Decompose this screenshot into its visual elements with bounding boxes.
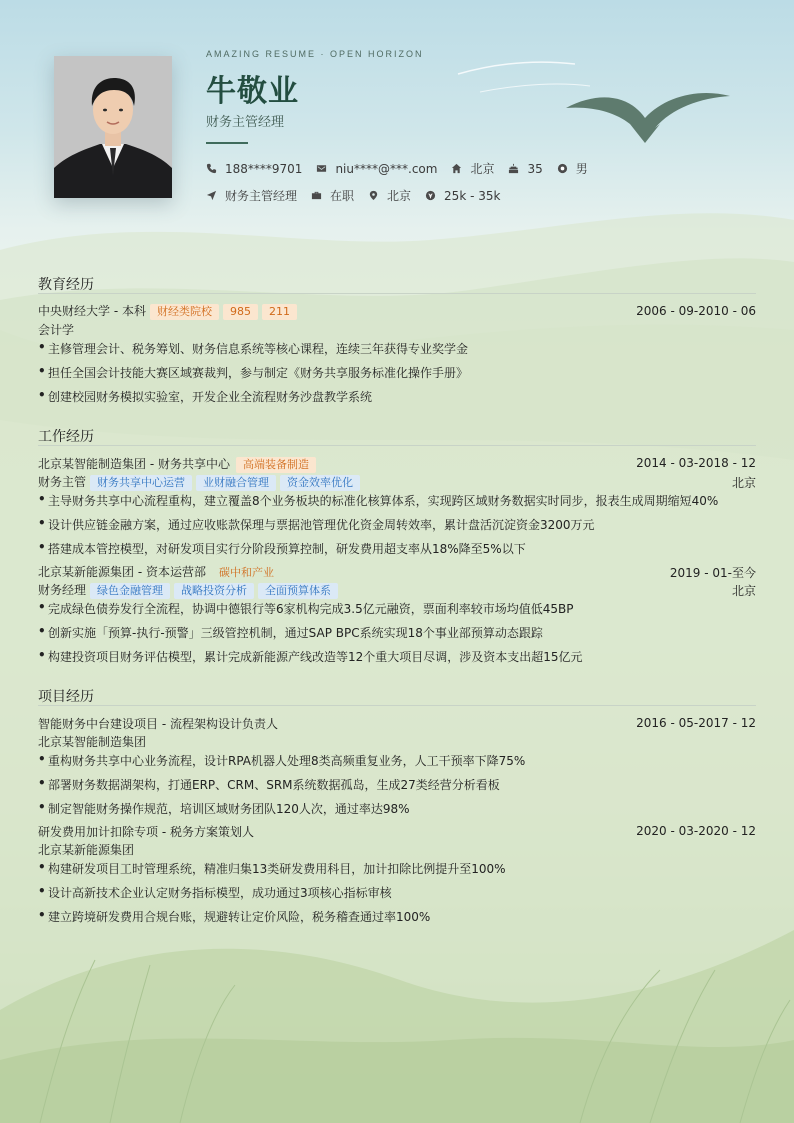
- phone-icon: [206, 163, 217, 174]
- intent-row: [206, 187, 514, 204]
- age-item: [508, 162, 542, 176]
- money-icon: [425, 190, 436, 201]
- school-tag: 财经类院校: [150, 304, 219, 320]
- job-header: [38, 455, 316, 473]
- section-title-work: 工作经历: [38, 429, 94, 445]
- project-org: 北京某智能制造集团: [38, 735, 147, 749]
- section-divider: [38, 445, 756, 446]
- title-divider: [206, 142, 248, 144]
- company-name: 北京某智能制造集团 - 财务共享中心: [38, 457, 230, 471]
- skill-tag: 全面预算体系: [258, 583, 338, 599]
- list-item: • 重构财务共享中心业务流程，设计RPA机器人处理8类高频重复业务，人工干预率下降75%: [38, 752, 526, 768]
- list-item: • 搭建成本管控模型，对研发项目实行分阶段预算控制，研发费用超支率从18%降至5%以下: [38, 540, 526, 556]
- list-item: • 担任全国会计技能大赛区域赛裁判，参与制定《财务共享服务标准化操作手册》: [38, 364, 469, 380]
- education-header: [38, 302, 297, 320]
- list-item: • 主导财务共享中心流程重构，建立覆盖8个业务板块的标准化核算体系，实现跨区域财务数据实时同步，报表生成周期缩短40%: [38, 492, 719, 508]
- email-icon: [316, 163, 327, 174]
- project-date: 2016 - 05-2017 - 12: [636, 716, 756, 730]
- contact-row: [206, 160, 602, 177]
- gender-text: 男: [575, 162, 588, 176]
- status-item: [311, 187, 354, 204]
- project-org: 北京某新能源集团: [38, 843, 135, 857]
- skill-tag: 绿色金融管理: [90, 583, 170, 599]
- project-name: 研发费用加计扣除专项 - 税务方案策划人: [38, 825, 254, 839]
- location-icon: [368, 190, 379, 201]
- job-date: 2019 - 01-至今: [669, 566, 756, 580]
- avatar: [54, 56, 172, 198]
- skill-tag: 财务共享中心运营: [90, 475, 192, 491]
- company-tag: 高端装备制造: [236, 457, 316, 473]
- skill-tag: 资金效率优化: [280, 475, 360, 491]
- gender-item: [557, 160, 588, 177]
- project-name: 智能财务中台建设项目 - 流程架构设计负责人: [38, 717, 278, 731]
- send-icon: [206, 190, 217, 201]
- job-role-row: [38, 581, 338, 599]
- job-city: 北京: [731, 476, 756, 490]
- list-item: • 部署财务数据湖架构，打通ERP、CRM、SRM系统数据孤岛，生成27类经营分析看板: [38, 776, 500, 792]
- skill-tag: 业财融合管理: [196, 475, 276, 491]
- phone-item[interactable]: [206, 162, 302, 176]
- briefcase-icon: [311, 190, 322, 201]
- job-role: 财务经理: [38, 583, 87, 597]
- job-role: 财务主管: [38, 475, 87, 489]
- email-text: niu****@***.com: [335, 161, 438, 176]
- education-major: 会计学: [38, 323, 75, 337]
- section-title-education: 教育经历: [38, 277, 94, 293]
- salary-text: 25k - 35k: [444, 188, 501, 203]
- target-position-text: 财务主管经理: [225, 189, 298, 203]
- list-item: • 构建投资项目财务评估模型，累计完成新能源产线改造等12个重大项目尽调，涉及资本支出超15亿元: [38, 648, 583, 664]
- job-header: [38, 563, 281, 581]
- job-date: 2014 - 03-2018 - 12: [636, 456, 756, 470]
- email-item[interactable]: [316, 162, 437, 176]
- list-item: • 完成绿色债券发行全流程，协调中德银行等6家机构完成3.5亿元融资，票面利率较市场均值低45BP: [38, 600, 574, 616]
- job-city: 北京: [731, 584, 756, 598]
- school-name: 中央财经大学 - 本科: [38, 304, 146, 318]
- salary-item: [425, 189, 500, 203]
- gender-icon: [557, 163, 568, 174]
- school-tag: 985: [223, 304, 258, 320]
- section-divider: [38, 293, 756, 294]
- tagline: AMAZING RESUME · OPEN HORIZON: [206, 49, 424, 59]
- status-text: 在职: [330, 189, 355, 203]
- skill-tag: 战略投资分析: [174, 583, 254, 599]
- list-item: • 创建校园财务模拟实验室，开发企业全流程财务沙盘教学系统: [38, 388, 373, 404]
- list-item: • 设计高新技术企业认定财务指标模型，成功通过3项核心指标审核: [38, 884, 392, 900]
- candidate-name: 牛敬业: [206, 74, 299, 109]
- list-item: • 制定智能财务操作规范，培训区域财务团队120人次，通过率达98%: [38, 800, 410, 816]
- phone-text: 188****9701: [225, 161, 303, 176]
- home-item: [451, 160, 494, 177]
- list-item: • 主修管理会计、税务筹划、财务信息系统等核心课程，连续三年获得专业奖学金: [38, 340, 469, 356]
- list-item: • 设计供应链金融方案，通过应收账款保理与票据池管理优化资金周转效率，累计盘活沉淀资金3200万元: [38, 516, 595, 532]
- company-name: 北京某新能源集团 - 资本运营部: [38, 565, 206, 579]
- education-date: 2006 - 09-2010 - 06: [636, 304, 756, 318]
- target-city-item: [368, 187, 411, 204]
- home-text: 北京: [470, 162, 495, 176]
- project-date: 2020 - 03-2020 - 12: [636, 824, 756, 838]
- list-item: • 建立跨境研发费用合规台账，规避转让定价风险，税务稽查通过率100%: [38, 908, 431, 924]
- list-item: • 创新实施「预算-执行-预警」三级管控机制，通过SAP BPC系统实现18个事业部预算动态跟踪: [38, 624, 543, 640]
- home-icon: [451, 163, 462, 174]
- age-text: 35: [527, 161, 543, 176]
- target-position-item: [206, 187, 297, 204]
- job-role-row: [38, 473, 360, 491]
- candidate-title: 财务主管经理: [206, 115, 285, 130]
- list-item: • 构建研发项目工时管理系统，精准归集13类研发费用科目，加计扣除比例提升至100%: [38, 860, 506, 876]
- cake-icon: [508, 163, 519, 174]
- company-tag: 碳中和产业: [218, 566, 274, 579]
- target-city-text: 北京: [387, 189, 412, 203]
- section-title-projects: 项目经历: [38, 689, 94, 705]
- school-tag: 211: [262, 304, 297, 320]
- section-divider: [38, 705, 756, 706]
